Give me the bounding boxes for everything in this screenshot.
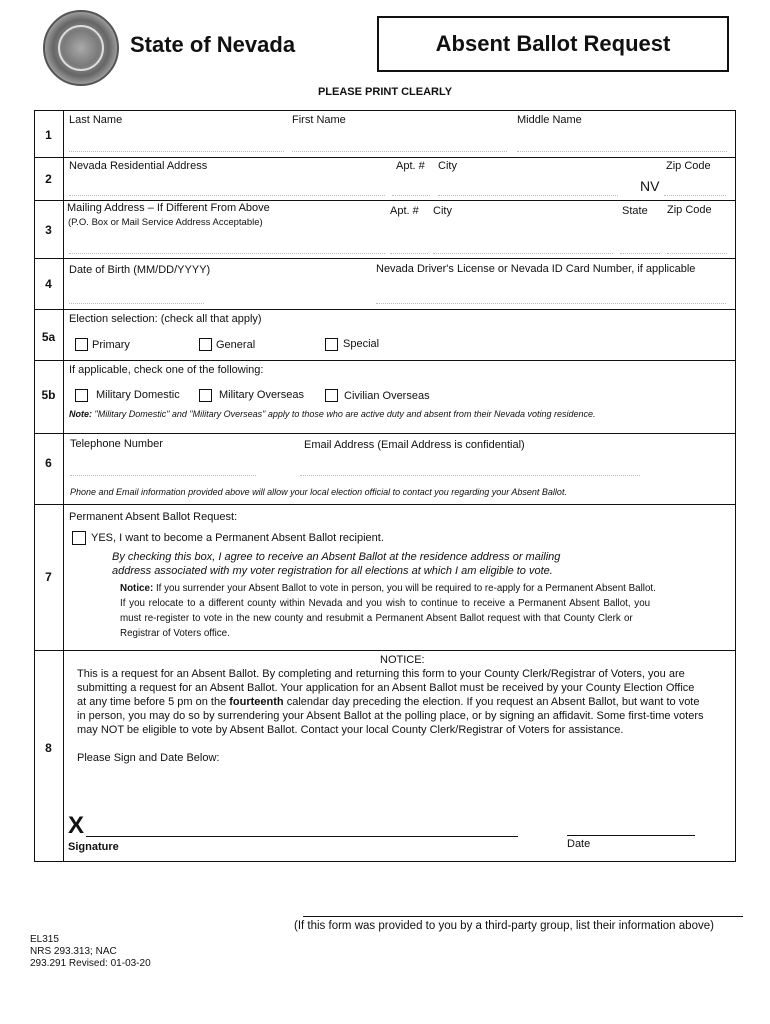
notice-line-5: may NOT be eligible to vote by Absent Ballot. Contact your local County Clerk/Registrar of Voters for assistance. <box>77 724 624 736</box>
dob-field[interactable] <box>69 303 204 304</box>
first-name-label: First Name <box>292 114 346 126</box>
notice-line-3: at any time before 5 pm on the fourteenth calendar day preceding the election. If you request an Absent Ballot, but want to vote <box>77 696 700 708</box>
third-party-field[interactable] <box>303 916 743 917</box>
telephone-field[interactable] <box>70 475 256 476</box>
row-number-5b: 5b <box>41 388 56 402</box>
license-label: Nevada Driver's License or Nevada ID Card Number, if applicable <box>376 263 696 275</box>
mailing-address-field[interactable] <box>69 253 385 254</box>
permanent-notice-line-2: If you relocate to a different county within Nevada and you wish to continue to receive a Permanent Absent Ballot, you <box>120 598 651 609</box>
mailing-state-field[interactable] <box>620 253 660 254</box>
permanent-notice-line-4: Registrar of Voters office. <box>120 628 230 639</box>
primary-checkbox[interactable] <box>75 338 88 351</box>
primary-label: Primary <box>92 339 130 351</box>
military-domestic-checkbox[interactable] <box>75 389 88 402</box>
military-domestic-label: Military Domestic <box>96 389 180 401</box>
signature-field[interactable] <box>86 836 518 837</box>
mailing-city-field[interactable] <box>433 253 613 254</box>
row-number-1: 1 <box>45 128 52 142</box>
state-value: NV <box>640 178 660 194</box>
residential-address-label: Nevada Residential Address <box>69 160 208 172</box>
form-title: Absent Ballot Request <box>377 16 729 72</box>
email-field[interactable] <box>300 475 640 476</box>
telephone-label: Telephone Number <box>70 438 163 450</box>
special-checkbox[interactable] <box>325 338 338 351</box>
form-id: EL315 <box>30 934 59 945</box>
row-number-2: 2 <box>45 172 52 186</box>
date-field[interactable] <box>567 835 695 836</box>
mailing-zip-field[interactable] <box>667 253 727 254</box>
notice-line-1: This is a request for an Absent Ballot. By completing and returning this form to your County Clerk/Registrar of Voters, you are <box>77 668 685 680</box>
license-field[interactable] <box>376 303 726 304</box>
middle-name-label: Middle Name <box>517 114 582 126</box>
mailing-city-label: City <box>433 205 452 217</box>
sign-prompt: Please Sign and Date Below: <box>77 752 220 764</box>
apt-field[interactable] <box>392 195 430 196</box>
middle-name-field[interactable] <box>517 151 727 152</box>
notice-title: NOTICE: <box>380 654 425 666</box>
date-label: Date <box>567 838 591 850</box>
last-name-field[interactable] <box>69 151 284 152</box>
signature-label: Signature <box>68 841 119 853</box>
third-party-label: (If this form was provided to you by a third-party group, list their information above) <box>294 920 714 932</box>
row-number-8: 8 <box>45 741 52 755</box>
agreement-line-2: address associated with my voter registration for all elections at which I am eligible to vote. <box>112 565 553 577</box>
civilian-overseas-label: Civilian Overseas <box>344 390 430 402</box>
general-checkbox[interactable] <box>199 338 212 351</box>
military-note: Note: "Military Domestic" and "Military Overseas" apply to those who are active duty and absent from their Nevada voting residence. <box>69 409 596 419</box>
voter-category-label: If applicable, check one of the following: <box>69 364 264 376</box>
signature-x-mark: X <box>68 812 85 839</box>
mailing-address-note: (P.O. Box or Mail Service Address Acceptable) <box>68 217 263 228</box>
mailing-address-label: Mailing Address – If Different From Above <box>67 202 270 214</box>
permanent-notice-line-1: Notice: If you surrender your Absent Ballot to vote in person, you will be required to re-apply for a Permanent Absent Ballot. <box>120 583 656 594</box>
special-label: Special <box>343 338 380 350</box>
mailing-apt-field[interactable] <box>390 253 428 254</box>
row-number-6: 6 <box>45 456 52 470</box>
row-number-7: 7 <box>45 570 52 584</box>
agreement-line-1: By checking this box, I agree to receive an Absent Ballot at the residence address or mailing <box>112 551 561 563</box>
permanent-notice-line-3: must re-register to vote in the new county and resubmit a Permanent Absent Ballot request with that County Clerk or <box>120 613 633 624</box>
military-overseas-checkbox[interactable] <box>199 389 212 402</box>
revision-date: 293.291 Revised: 01-03-20 <box>30 958 151 969</box>
notice-line-2: submitting a request for an Absent Ballot. Your application for an Absent Ballot must be received by your County Election Office <box>77 682 695 694</box>
permanent-yes-label: YES, I want to become a Permanent Absent Ballot recipient. <box>91 532 384 544</box>
nevada-state-seal <box>43 10 119 86</box>
civilian-overseas-checkbox[interactable] <box>325 389 338 402</box>
notice-line-4: in person, you may do so by surrendering your Absent Ballot at the polling place, or by signing an affidavit. Some first-time voters <box>77 710 704 722</box>
permanent-request-label: Permanent Absent Ballot Request: <box>69 511 238 523</box>
row-number-5a: 5a <box>41 330 56 344</box>
mailing-zip-label: Zip Code <box>667 204 712 216</box>
statute-reference: NRS 293.313; NAC <box>30 946 117 957</box>
dob-label: Date of Birth (MM/DD/YYYY) <box>69 264 211 276</box>
election-selection-label: Election selection: (check all that apply) <box>69 313 262 325</box>
mailing-apt-label: Apt. # <box>390 205 419 217</box>
general-label: General <box>216 339 256 351</box>
state-title: State of Nevada <box>130 32 296 57</box>
first-name-field[interactable] <box>292 151 507 152</box>
row-number-4: 4 <box>45 277 52 291</box>
mailing-state-label: State <box>622 205 648 217</box>
print-instruction: PLEASE PRINT CLEARLY <box>317 86 453 98</box>
email-label: Email Address (Email Address is confidential) <box>304 439 525 451</box>
apt-label: Apt. # <box>396 160 425 172</box>
permanent-yes-checkbox[interactable] <box>72 531 86 545</box>
zip-field[interactable] <box>664 195 726 196</box>
last-name-label: Last Name <box>69 114 123 126</box>
contact-note: Phone and Email information provided above will allow your local election official to contact you regarding your Absent Ballot. <box>70 487 567 497</box>
zip-label: Zip Code <box>666 160 711 172</box>
row-number-3: 3 <box>45 223 52 237</box>
residential-address-field[interactable] <box>69 195 385 196</box>
city-label: City <box>438 160 457 172</box>
military-overseas-label: Military Overseas <box>219 389 304 401</box>
city-field[interactable] <box>438 195 618 196</box>
